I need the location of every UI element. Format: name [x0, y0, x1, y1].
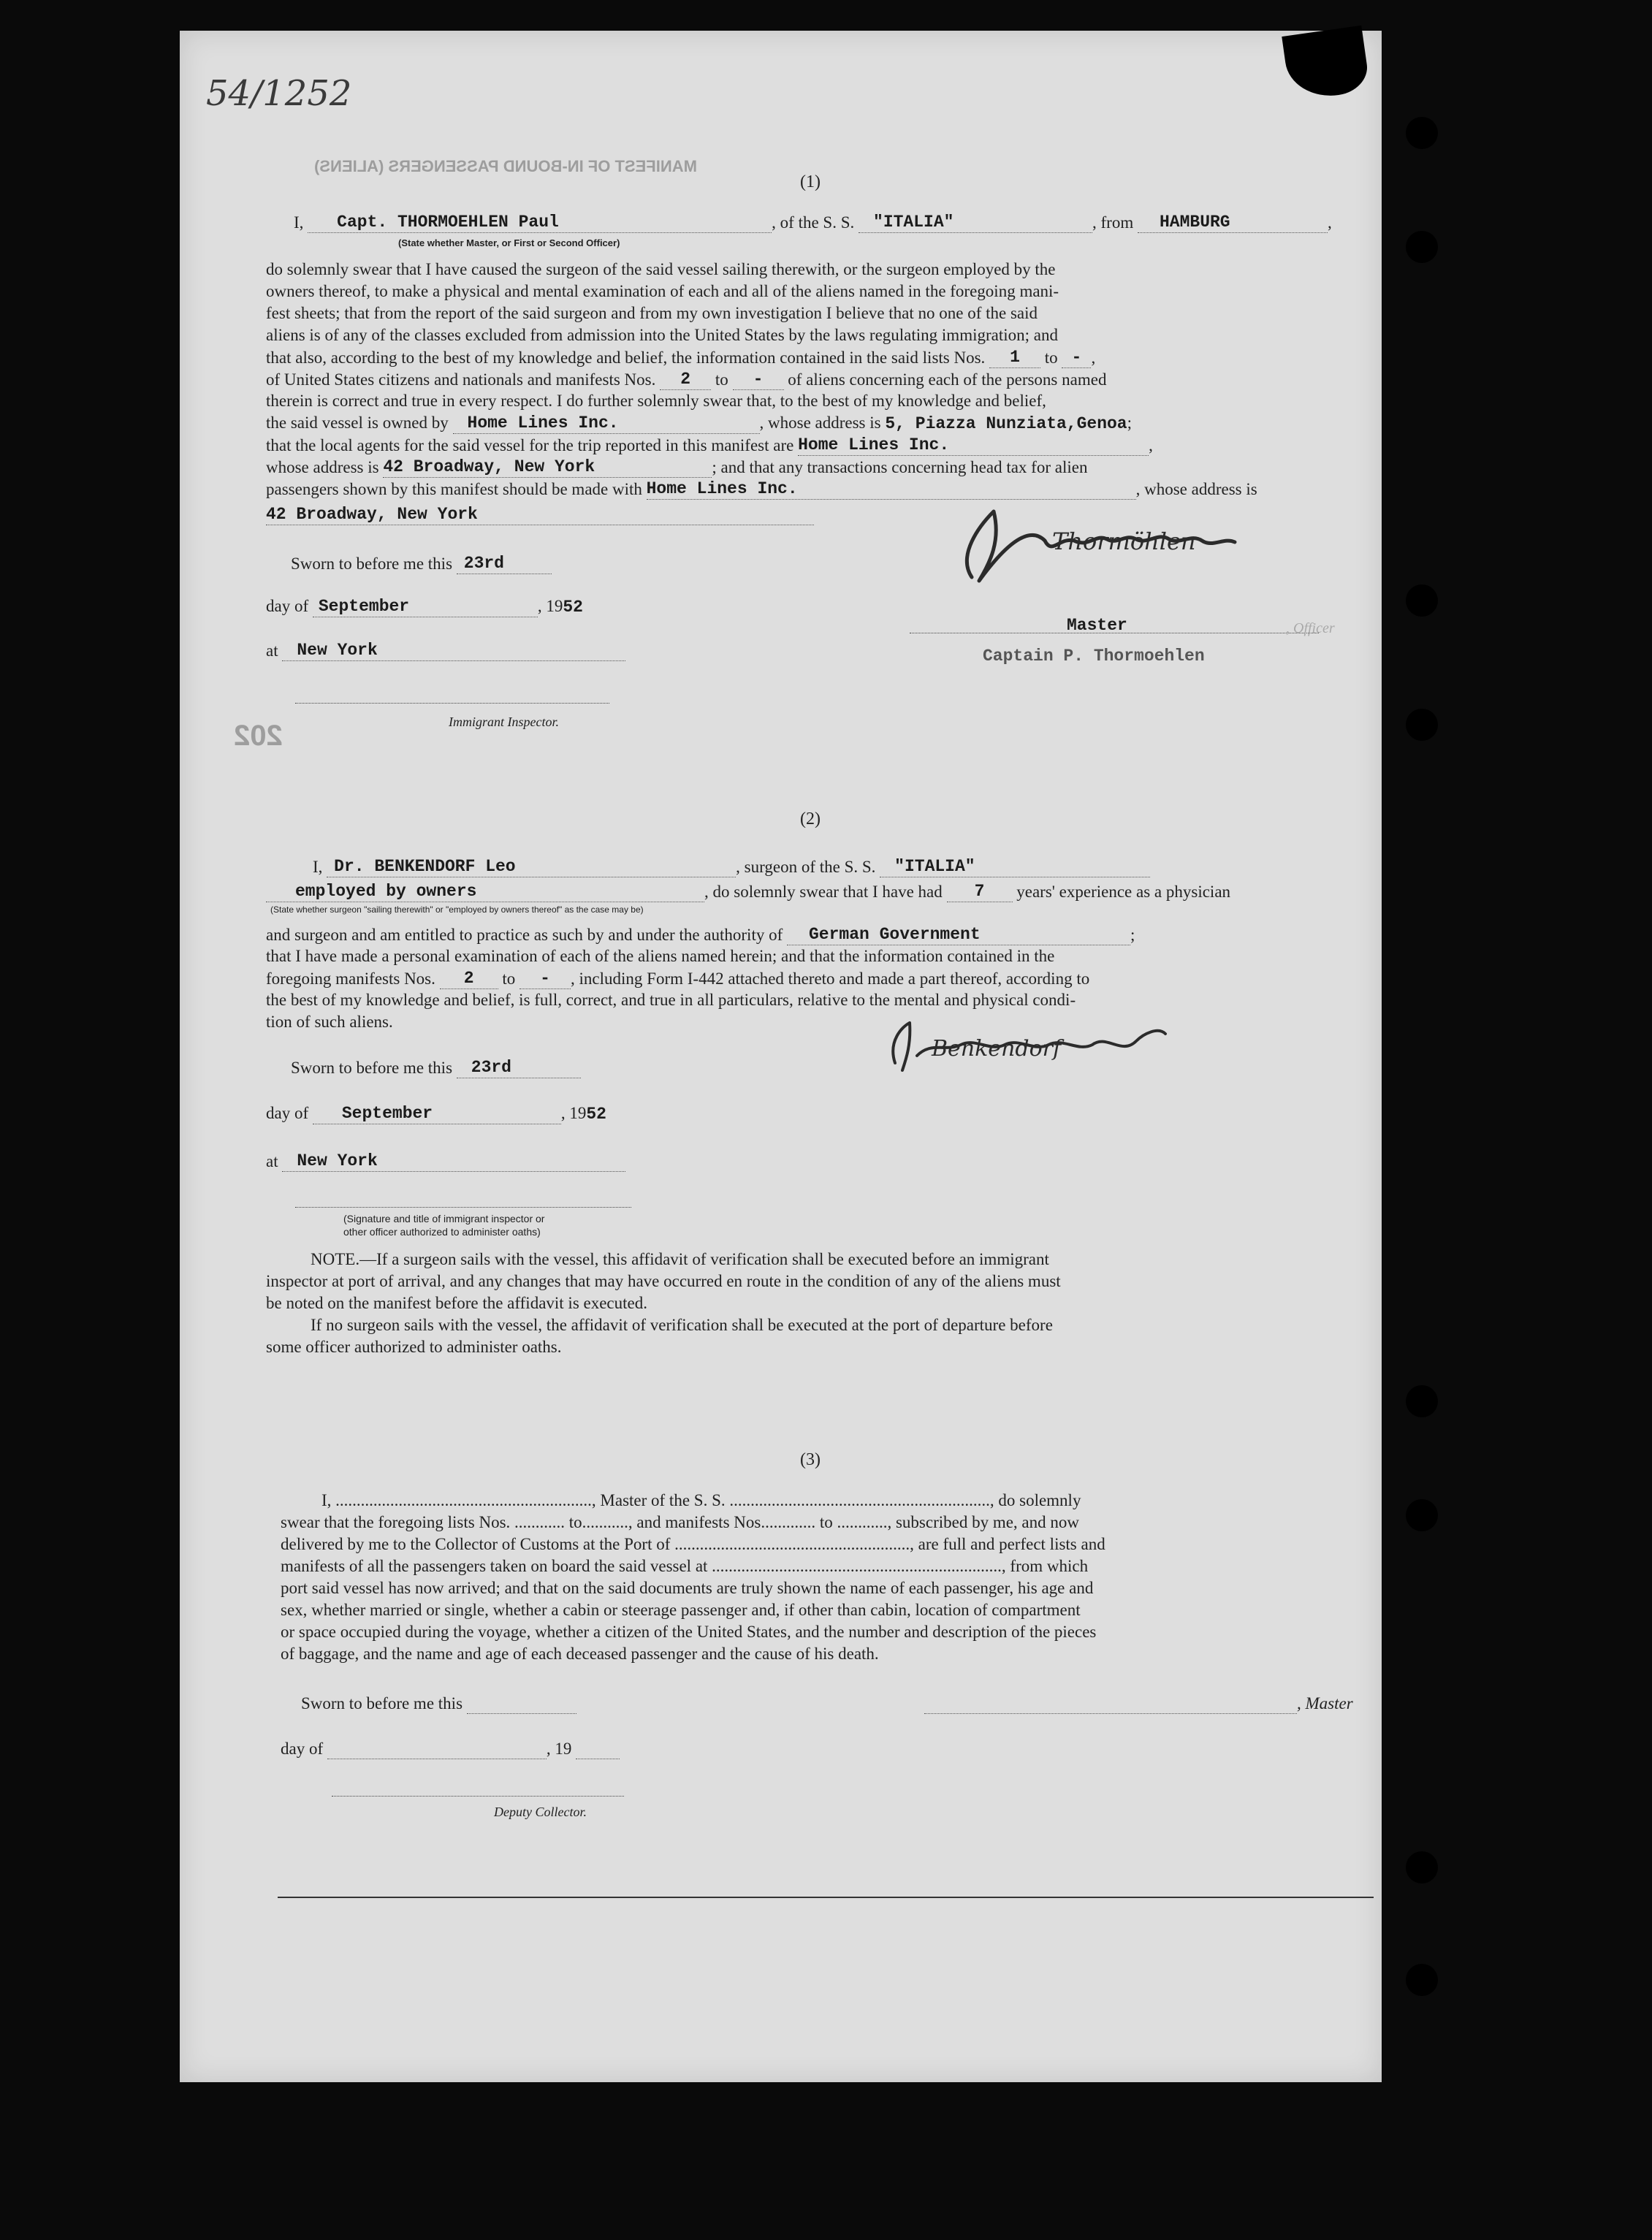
s1-master-signature [950, 497, 1264, 592]
s2-at-label: at [266, 1152, 278, 1170]
s2-note-1: inspector at port of arrival, and any changes that may have occurred en route in the condition of any of the aliens must [266, 1272, 1061, 1290]
s1-captain-stamp: Captain P. Thormoehlen [983, 647, 1205, 666]
s1-lists-from: 1 [989, 347, 1040, 368]
s2-employment-note: (State whether surgeon "sailing therewith" or "employed by owners thereof" as the case may be) [270, 904, 644, 915]
s3-day-of-label: day of [281, 1740, 324, 1758]
s3-master-line [924, 1694, 1353, 1714]
bottom-rule [278, 1897, 1374, 1898]
s2-date-line [266, 1103, 606, 1124]
s3-year-prefix: , 19 [546, 1740, 572, 1758]
punch-hole [1406, 709, 1438, 741]
section-2-number: (2) [800, 809, 821, 828]
s2-surgeon-name: Dr. BENKENDORF Leo [327, 856, 736, 877]
s2-inspector-note-1: (Signature and title of immigrant inspector or [343, 1213, 545, 1224]
s3-line-5: sex, whether married or single, whether a cabin or steerage passenger and, if other than cabin, location of compartment [281, 1601, 1081, 1619]
s1-head-tax-address-line [266, 504, 814, 525]
s2-note-0: —If a surgeon sails with the vessel, this affidavit of verification shall be executed before an immigrant [359, 1250, 1049, 1268]
s1-at-label: at [266, 641, 278, 660]
s1-from: , from [1092, 213, 1134, 232]
s2-form-text: , including Form I-442 attached thereto and made a part thereof, according to [571, 969, 1090, 988]
s3-line-2: delivered by me to the Collector of Customs at the Port of ........................................................, are full and perfect lists and [281, 1535, 1105, 1553]
s1-month: September [313, 596, 538, 617]
s3-line-6: or space occupied during the voyage, whether a citizen of the United States, and the number and description of the pieces [281, 1623, 1097, 1641]
s2-inspector-note-2: other officer authorized to administer oaths) [343, 1226, 541, 1238]
s3-sworn-label: Sworn to before me this [301, 1694, 463, 1713]
s1-manifests-from: 2 [660, 369, 711, 390]
s2-authority-line: and surgeon and am entitled to practice as such by and under the authority of German Government ; [266, 925, 1135, 944]
s1-lists-to-label: to [1044, 348, 1058, 367]
s1-body-0: do solemnly swear that I have caused the surgeon of the said vessel sailing therewith, or the surgeon employed by the [266, 260, 1056, 278]
s1-head-tax-text: ; and that any transactions concerning head tax for alien [712, 458, 1088, 476]
s1-passengers-text: passengers shown by this manifest should be made with [266, 480, 642, 498]
s2-note-label: NOTE. [311, 1250, 360, 1268]
s1-vessel: "ITALIA" [859, 212, 1092, 233]
s3-date-line [281, 1739, 620, 1759]
s2-manifests-text: foregoing manifests Nos. [266, 969, 435, 988]
s3-collector-label: Deputy Collector. [494, 1805, 587, 1819]
s2-manifests-to: - [519, 968, 571, 989]
s2-note2-1: some officer authorized to administer oaths. [266, 1338, 562, 1356]
s2-surgeon-signature [880, 1012, 1187, 1078]
s1-agents: Home Lines Inc. [798, 435, 1149, 456]
s1-day-of-label: day of [266, 597, 309, 615]
s2-employment: employed by owners [266, 881, 704, 902]
s2-sworn-line [291, 1057, 581, 1078]
s2-experience-b: years' experience as a physician [1016, 883, 1231, 901]
s2-surgeon-line [313, 856, 1150, 877]
s2-experience-a: , do solemnly swear that I have had [704, 883, 943, 901]
s1-place-line [266, 640, 625, 661]
s1-inspector-signature-line [295, 703, 609, 704]
s1-head-tax-address: 42 Broadway, New York [266, 504, 814, 525]
s3-sworn-line [301, 1694, 576, 1714]
s1-agents-address-label: whose address is [266, 458, 379, 476]
s2-authority: German Government [787, 924, 1130, 945]
s2-year-prefix: , 19 [560, 1104, 587, 1122]
s1-agents-line: that the local agents for the said vessel for the trip reported in this manifest are Home Lines Inc. , [266, 435, 1153, 454]
s3-line-4: port said vessel has now arrived; and that on the said documents are truly shown the name of each passenger, his age and [281, 1579, 1094, 1597]
s1-officer-label: , Officer [1286, 620, 1335, 636]
s1-manifests-to: - [733, 369, 784, 390]
s2-vessel: "ITALIA" [880, 856, 1150, 877]
s1-officer-note: (State whether Master, or First or Second Officer) [398, 237, 620, 248]
s3-line-7: of baggage, and the name and age of each deceased passenger and the cause of his death. [281, 1645, 879, 1663]
s2-years: 7 [947, 881, 1013, 902]
s2-year-suffix: 52 [586, 1105, 606, 1124]
s3-sworn-day [467, 1713, 576, 1714]
s1-lists-to: - [1062, 347, 1091, 368]
s1-year-suffix: 52 [563, 598, 583, 617]
s3-master-label: , Master [1297, 1694, 1353, 1713]
punch-hole [1406, 1851, 1438, 1883]
s2-note2-0: If no surgeon sails with the vessel, the affidavit of verification shall be executed at the port of departure before [311, 1316, 1053, 1334]
s1-officer-line: I, Capt. THORMOEHLEN Paul , of the S. S. "ITALIA" , from HAMBURG , [294, 213, 1332, 232]
s1-body-4: that also, according to the best of my knowledge and belief, the information contained in the said lists Nos. [266, 348, 986, 367]
s2-exam-line: that I have made a personal examination of each of the aliens named herein; and that the information contained in the [266, 947, 1055, 965]
s2-sworn-day: 23rd [457, 1057, 581, 1078]
punch-hole [1406, 231, 1438, 263]
s2-place-line [266, 1151, 625, 1172]
s1-owner: Home Lines Inc. [453, 413, 760, 434]
punch-hole [1406, 1499, 1438, 1531]
s2-note-line-0 [311, 1249, 1049, 1270]
s1-prefix: I, [294, 213, 304, 232]
s1-sworn-day: 23rd [457, 553, 552, 574]
s2-condition-line: tion of such aliens. [266, 1013, 393, 1031]
bleed-through-stamp: 202 [234, 720, 283, 752]
s1-owned-by: the said vessel is owned by [266, 414, 449, 432]
s1-owner-line: the said vessel is owned by Home Lines Inc. , whose address is 5, Piazza Nunziata,Genoa; [266, 414, 1133, 433]
bleed-through-header: MANIFEST OF IN-BOUND PASSENGERS (ALIENS) [314, 157, 697, 175]
s1-master-label: Master [1067, 616, 1127, 635]
s1-body-1: owners thereof, to make a physical and mental examination of each and all of the aliens named in the foregoing mani- [266, 282, 1059, 300]
s1-head-tax-party: Home Lines Inc. [647, 479, 1136, 500]
punch-hole [1406, 117, 1438, 149]
s2-month: September [313, 1103, 561, 1124]
s3-line-3: manifests of all the passengers taken on board the said vessel at ....................................................................., from which [281, 1557, 1089, 1575]
s1-agents-address-line [266, 457, 1087, 478]
s1-citizens-text: of United States citizens and nationals and manifests Nos. [266, 370, 656, 389]
s2-note-2: be noted on the manifest before the affidavit is executed. [266, 1294, 647, 1312]
s1-officer-name: Capt. THORMOEHLEN Paul [308, 212, 772, 233]
s1-sworn-line [291, 553, 552, 574]
s1-correct-line: therein is correct and true in every respect. I do further solemnly swear that, to the best of my knowledge and belief, [266, 392, 1046, 410]
s2-employment-line [266, 881, 1230, 902]
s1-owner-address: 5, Piazza Nunziata,Genoa [885, 414, 1127, 433]
s1-body-2: fest sheets; that from the report of the said surgeon and from my own investigation I believe that no one of the said [266, 304, 1038, 322]
svg-text:Thormöhlen: Thormöhlen [1052, 527, 1196, 555]
s1-lists-line: that also, according to the best of my knowledge and belief, the information contained in the said lists Nos. 1 to - , [266, 348, 1096, 367]
s1-citizens-line: of United States citizens and nationals and manifests Nos. 2 to - of aliens concerning each of the persons named [266, 370, 1107, 389]
s3-master-signature [924, 1713, 1297, 1714]
s2-inspector-signature-line [295, 1207, 631, 1208]
section-3-number: (3) [800, 1450, 821, 1469]
s2-authority-text: and surgeon and am entitled to practice as such by and under the authority of [266, 926, 783, 944]
s1-aliens-text: of aliens concerning each of the persons named [788, 370, 1107, 389]
s2-sworn-label: Sworn to before me this [291, 1059, 453, 1077]
s3-line-1: swear that the foregoing lists Nos. ............ to..........., and manifests Nos............. to ............, subscribed by me, and now [281, 1513, 1080, 1531]
s3-collector-signature-line [332, 1796, 624, 1797]
s1-head-tax-address-label: , whose address is [1135, 480, 1257, 498]
s1-agents-text: that the local agents for the said vessel for the trip reported in this manifest are [266, 436, 794, 454]
s2-prefix: I, [313, 858, 323, 876]
s1-year-prefix: , 19 [537, 597, 563, 615]
s1-inspector-label: Immigrant Inspector. [449, 715, 559, 729]
s2-manifests-from: 2 [440, 968, 498, 989]
s1-agents-address: 42 Broadway, New York [383, 457, 712, 478]
s1-date-line [266, 596, 583, 617]
s2-surgeon-of: , surgeon of the S. S. [736, 858, 876, 876]
s3-line-0: I, ............................................................., Master of the S. S. .............................................................., do solemnly [321, 1491, 1081, 1509]
punch-hole [1406, 1385, 1438, 1417]
s2-day-of-label: day of [266, 1104, 309, 1122]
s1-of-ss: , of the S. S. [772, 213, 855, 232]
s1-body-3: aliens is of any of the classes excluded from admission into the United States by the laws regulating immigration; and [266, 326, 1058, 344]
s1-place: New York [282, 640, 625, 661]
punch-hole [1406, 584, 1438, 617]
s2-manifests-line [266, 968, 1089, 989]
svg-text:Benkendorf: Benkendorf [932, 1036, 1062, 1062]
s1-port-from: HAMBURG [1138, 212, 1328, 233]
punch-hole [1406, 1964, 1438, 1996]
s2-manifests-to-label: to [502, 969, 516, 988]
s2-place: New York [282, 1151, 625, 1172]
s1-owner-address-label: , whose address is [759, 414, 881, 432]
s2-knowledge-line: the best of my knowledge and belief, is full, correct, and true in all particulars, relative to the mental and physical condi- [266, 991, 1076, 1009]
s1-sworn-label: Sworn to before me this [291, 555, 453, 573]
handwritten-corner-number: 54/1252 [206, 73, 352, 114]
section-1-number: (1) [800, 172, 821, 191]
